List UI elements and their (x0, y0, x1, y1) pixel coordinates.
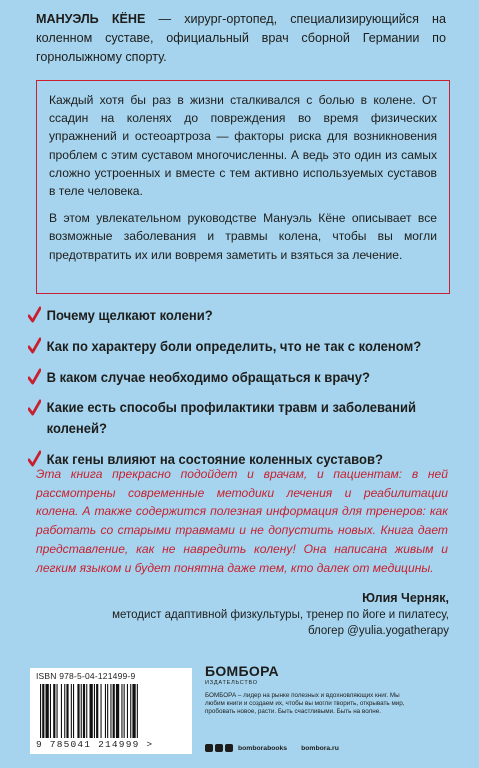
question-text: Какие есть способы профилактики травм и заболеваний коленей? (46, 399, 416, 436)
barcode-image (36, 682, 186, 740)
barcode-block (30, 668, 192, 754)
author-name: МАНУЭЛЬ КЁНЕ (36, 12, 146, 26)
review-quote: Эта книга прекрасно подойдет и врачам, и пациентам: в ней рассмотрены современные методики лечения и реабилитации колена. А также содержится полезная информация для тренеров: как работать со старыми травмами и не допустить новых. Книга дает представление, как не навредить колену! Она написана живым и легким языком и будет понятна даже тем, кто далек от медицины. (36, 467, 448, 575)
social-handle: bomborabooks (238, 744, 288, 752)
question-text: Как гены влияют на состояние коленных суставов? (46, 451, 383, 467)
checkmark-icon (28, 368, 41, 386)
checkmark-icon (28, 337, 41, 355)
description-paragraph-2: В этом увлекательном руководстве Мануэль Кёне описывает все возможные заболевания и травмы колена, чтобы вы могли предотвратить их или вовремя заметить и взяться за лечение. (49, 211, 437, 262)
description-paragraph-1: Каждый хотя бы раз в жизни сталкивался с болью в колене. От ссадин на коленях до повреждения во время физических упражнений и остеоартроза — факторы риска для возникновения проблем с этим суставом многочисленны. А ведь это один из самых сложно устроенных и вместе с тем активно используемых суставов в теле человека. (49, 93, 437, 199)
author-bio (36, 10, 446, 67)
publisher-logo-subtitle: ИЗДАТЕЛЬСТВО (205, 680, 258, 686)
social-icon (205, 744, 213, 752)
question-item (28, 397, 442, 439)
author-description: — хирург-ортопед, специализирующийся на коленном суставе, официальный врач сборной Германии по горнолыжному спорту. (36, 12, 446, 64)
question-text: В каком случае необходимо обращаться к врачу? (46, 369, 370, 385)
barcode-digits: 9 785041 214999 > (36, 739, 154, 750)
question-text: Почему щелкают колени? (46, 307, 213, 323)
question-item (28, 304, 428, 326)
reviewer-title: методист адаптивной физкультуры, тренер по йоге и пилатесу, (112, 608, 449, 621)
question-item (28, 366, 428, 388)
description-box (36, 80, 450, 294)
publisher-description: БОМБОРА – лидер на рынке полезных и вдохновляющих книг. Мы любим книги и создаем их, чтобы вы могли творить, открывать мир, пробовать новое, расти. Быть счастливыми. Быть на волне. (205, 692, 405, 716)
publisher-site: bombora.ru (301, 744, 339, 752)
review-signature (49, 590, 449, 640)
publisher-logo: БОМБОРА (205, 663, 279, 679)
checkmark-icon (28, 306, 41, 324)
social-icon (225, 744, 233, 752)
questions-list (28, 304, 458, 479)
question-text: Как по характеру боли определить, что не так с коленом? (46, 338, 422, 354)
checkmark-icon (28, 399, 41, 417)
question-item (28, 335, 428, 357)
social-icon (215, 744, 223, 752)
reviewer-name: Юлия Черняк, (362, 591, 449, 605)
publisher-footer (205, 744, 339, 752)
isbn-label: ISBN 978-5-04-121499-9 (36, 671, 136, 681)
reviewer-blog: блогер @yulia.yogatherapy (307, 625, 449, 637)
